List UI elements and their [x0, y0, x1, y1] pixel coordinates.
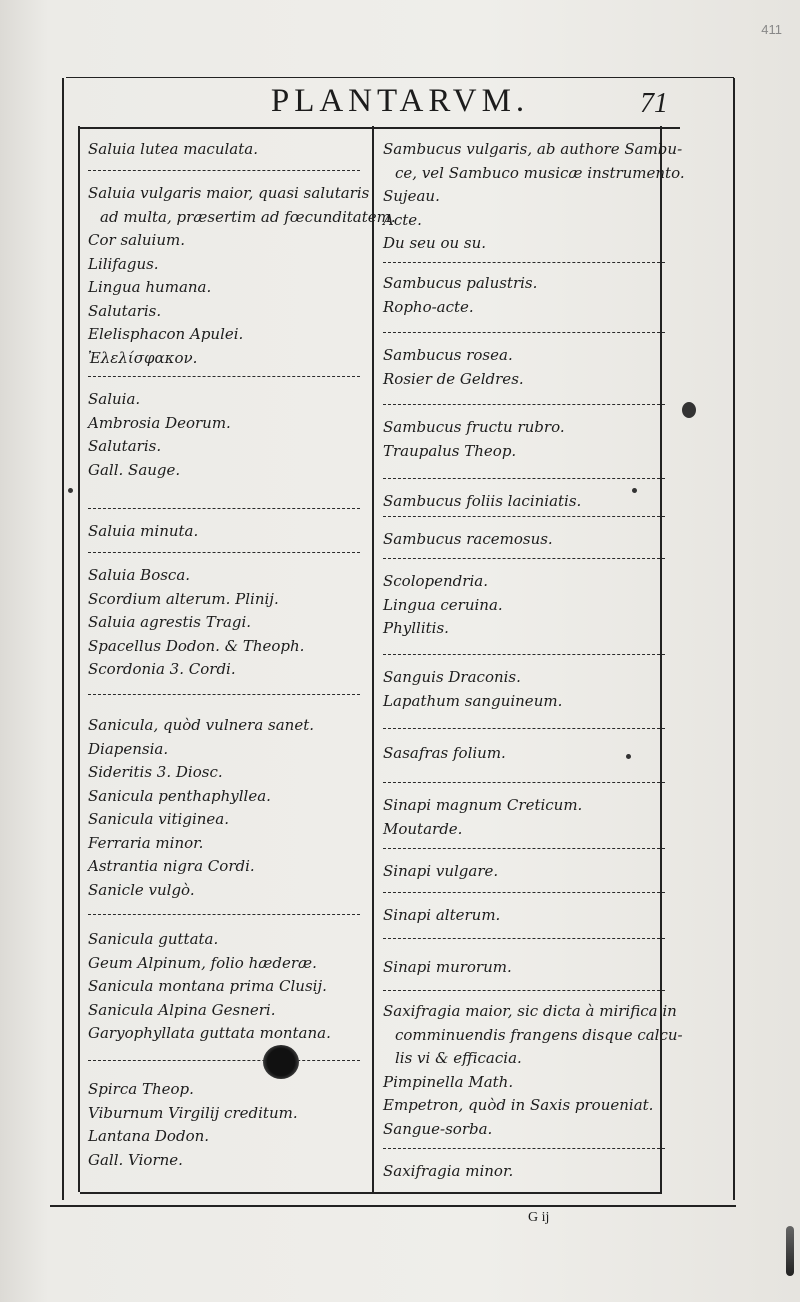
entry-line: Sanicula, quòd vulnera sanet.: [88, 716, 315, 734]
entry-group: [88, 388, 370, 482]
entry-separator: [383, 938, 665, 939]
corner-page-number: 411: [761, 22, 782, 37]
entry-line: Scolopendria.: [383, 572, 488, 590]
entry-separator: [88, 508, 360, 509]
entry-line: Sanicula penthaphyllea.: [88, 786, 271, 805]
entry-separator: [383, 262, 665, 263]
entry-line: Du seu ou su.: [383, 234, 487, 252]
entry-line: Spacellus Dodon. & Theoph.: [88, 636, 305, 655]
entry-line: Salutaris.: [88, 301, 162, 320]
entry-group: [88, 564, 370, 682]
entry-line: Lingua humana.: [88, 278, 212, 296]
entry-line: Ferraria minor.: [88, 833, 204, 852]
ink-speck: [632, 488, 637, 493]
entry-line: Scordium alterum. Plinij.: [88, 589, 279, 608]
entry-line: Sambucus foliis laciniatis.: [383, 492, 582, 510]
entry-group: [383, 1160, 673, 1184]
ink-spot: [682, 402, 696, 418]
entry-line: Saluia minuta.: [88, 522, 199, 540]
entry-separator: [88, 552, 360, 553]
entry-line: Gall. Sauge.: [88, 460, 181, 479]
entry-group: [383, 570, 673, 641]
ink-blot: [263, 1045, 299, 1079]
entry-line: Sanguis Draconis.: [383, 668, 521, 686]
entry-line: comminuendis frangens disque calcu-: [395, 1025, 683, 1044]
entry-line: Sanicle vulgò.: [88, 880, 195, 899]
ink-speck: [626, 754, 631, 759]
entry-line: ad multa, præsertim ad fœcunditatem.: [100, 207, 396, 226]
entry-separator: [383, 516, 665, 517]
entry-line: Ambrosia Deorum.: [88, 413, 231, 432]
entry-line: Pimpinella Math.: [383, 1072, 514, 1091]
entry-group: [383, 416, 673, 463]
entry-line: Sambucus racemosus.: [383, 530, 553, 548]
entry-line: Geum Alpinum, folio hæderæ.: [88, 953, 317, 972]
entry-line: Sinapi vulgare.: [383, 862, 499, 880]
entry-separator: [88, 914, 360, 915]
running-head: PLANTARVM.: [270, 83, 530, 119]
entry-line: Lingua ceruina.: [383, 595, 503, 614]
entry-line: Rosier de Geldres.: [383, 369, 524, 388]
entry-line: ce, vel Sambuco musicæ instrumento.: [395, 163, 685, 182]
entry-line: Sanicula guttata.: [88, 930, 219, 948]
entry-line: Astrantia nigra Cordi.: [88, 857, 255, 875]
entry-line: Saluia Bosca.: [88, 566, 191, 584]
entry-group: [383, 272, 673, 319]
entry-line: Ropho-acte.: [383, 297, 474, 316]
entry-line: Lantana Dodon.: [88, 1127, 210, 1145]
entry-separator: [383, 892, 665, 893]
signature-mark: G ij: [528, 1210, 550, 1225]
entry-line: Saxifragia maior, sic dicta à mirifica in: [383, 1002, 677, 1020]
entry-separator: [383, 654, 665, 655]
entry-line: Saluia lutea maculata.: [88, 140, 258, 158]
margin-mark: [786, 1226, 794, 1276]
entry-separator: [383, 728, 665, 729]
entry-line: Sanicula montana prima Clusij.: [88, 977, 327, 995]
header-rule: [80, 127, 680, 129]
entry-line: Sanicula vitiginea.: [88, 810, 229, 828]
entry-group: [88, 520, 370, 544]
outer-bottom-rule: [50, 1205, 736, 1207]
entry-line: Lapathum sanguineum.: [383, 691, 563, 710]
entry-group: [383, 138, 685, 256]
entry-separator: [88, 694, 360, 695]
entry-line: Sambucus fructu rubro.: [383, 418, 565, 436]
entry-group: [383, 794, 673, 841]
entry-line: Saluia.: [88, 390, 141, 408]
entry-line: Sambucus vulgaris, ab authore Sambu-: [383, 140, 683, 158]
frame-inner-left-rule: [78, 126, 80, 1192]
entry-line: Gall. Viorne.: [88, 1150, 183, 1169]
entry-line: Salutaris.: [88, 437, 162, 455]
entry-line: Acte.: [383, 210, 422, 229]
entry-separator: [383, 782, 665, 783]
page-number: 71: [640, 88, 668, 119]
entry-line: Garyophyllata guttata montana.: [88, 1024, 331, 1042]
entry-line: Saluia agrestis Tragi.: [88, 613, 252, 631]
entry-line: Elelisphacon Apulei.: [88, 325, 244, 343]
entry-separator: [383, 332, 665, 333]
entry-line: Sanicula Alpina Gesneri.: [88, 1000, 276, 1019]
entry-line: Sambucus rosea.: [383, 346, 513, 364]
entry-line: Lilifagus.: [88, 254, 159, 273]
entry-line: lis vi & efficacia.: [395, 1049, 522, 1067]
entry-line: Cor saluium.: [88, 231, 185, 249]
entry-group: [383, 956, 673, 980]
entry-line: Traupalus Theop.: [383, 441, 517, 460]
bottom-rule: [80, 1192, 662, 1194]
entry-separator: [383, 478, 665, 479]
entry-group: [383, 490, 673, 514]
top-rule: [66, 77, 734, 78]
entry-line: Ἐλελίσφακον.: [88, 348, 198, 367]
entry-separator: [383, 404, 665, 405]
entry-line: Phyllitis.: [383, 619, 449, 637]
entry-line: Scordonia 3. Cordi.: [88, 660, 236, 678]
entry-line: Spirca Theop.: [88, 1080, 194, 1098]
entry-line: Sujeau.: [383, 187, 440, 205]
entry-line: Empetron, quòd in Saxis proueniat.: [383, 1096, 654, 1114]
entry-group: [383, 666, 673, 713]
frame-right-rule: [733, 78, 735, 1200]
frame-left-rule: [62, 78, 64, 1200]
entry-line: Sinapi murorum.: [383, 958, 512, 976]
entry-separator: [88, 376, 360, 377]
entry-group: [383, 904, 673, 928]
entry-line: Viburnum Virgilij creditum.: [88, 1103, 298, 1122]
entry-group: [383, 344, 673, 391]
entry-line: Saxifragia minor.: [383, 1162, 514, 1180]
entry-separator: [88, 170, 360, 171]
entry-line: Sasafras folium.: [383, 744, 506, 762]
entry-line: Sideritis 3. Diosc.: [88, 763, 223, 781]
entry-line: Sangue-sorba.: [383, 1119, 493, 1138]
entry-line: Sambucus palustris.: [383, 274, 538, 292]
entry-group: [88, 928, 370, 1046]
entry-separator: [383, 558, 665, 559]
entry-line: Sinapi alterum.: [383, 906, 501, 924]
entry-group: [88, 138, 370, 162]
entry-group: [383, 860, 673, 884]
entry-line: Moutarde.: [383, 819, 463, 838]
entry-line: Saluia vulgaris maior, quasi salutaris: [88, 184, 370, 202]
ink-speck: [68, 488, 73, 493]
entry-line: Diapensia.: [88, 739, 169, 758]
entry-separator: [383, 990, 665, 991]
entry-group: [383, 528, 673, 552]
entry-group: [88, 182, 396, 370]
entry-group: [88, 714, 370, 902]
entry-separator: [383, 848, 665, 849]
entry-line: Sinapi magnum Creticum.: [383, 796, 583, 814]
entry-separator: [383, 1148, 665, 1149]
entry-separator: [88, 1060, 360, 1061]
column-divider: [372, 126, 374, 1194]
entry-group: [88, 1078, 370, 1172]
entry-group: [383, 1000, 683, 1141]
